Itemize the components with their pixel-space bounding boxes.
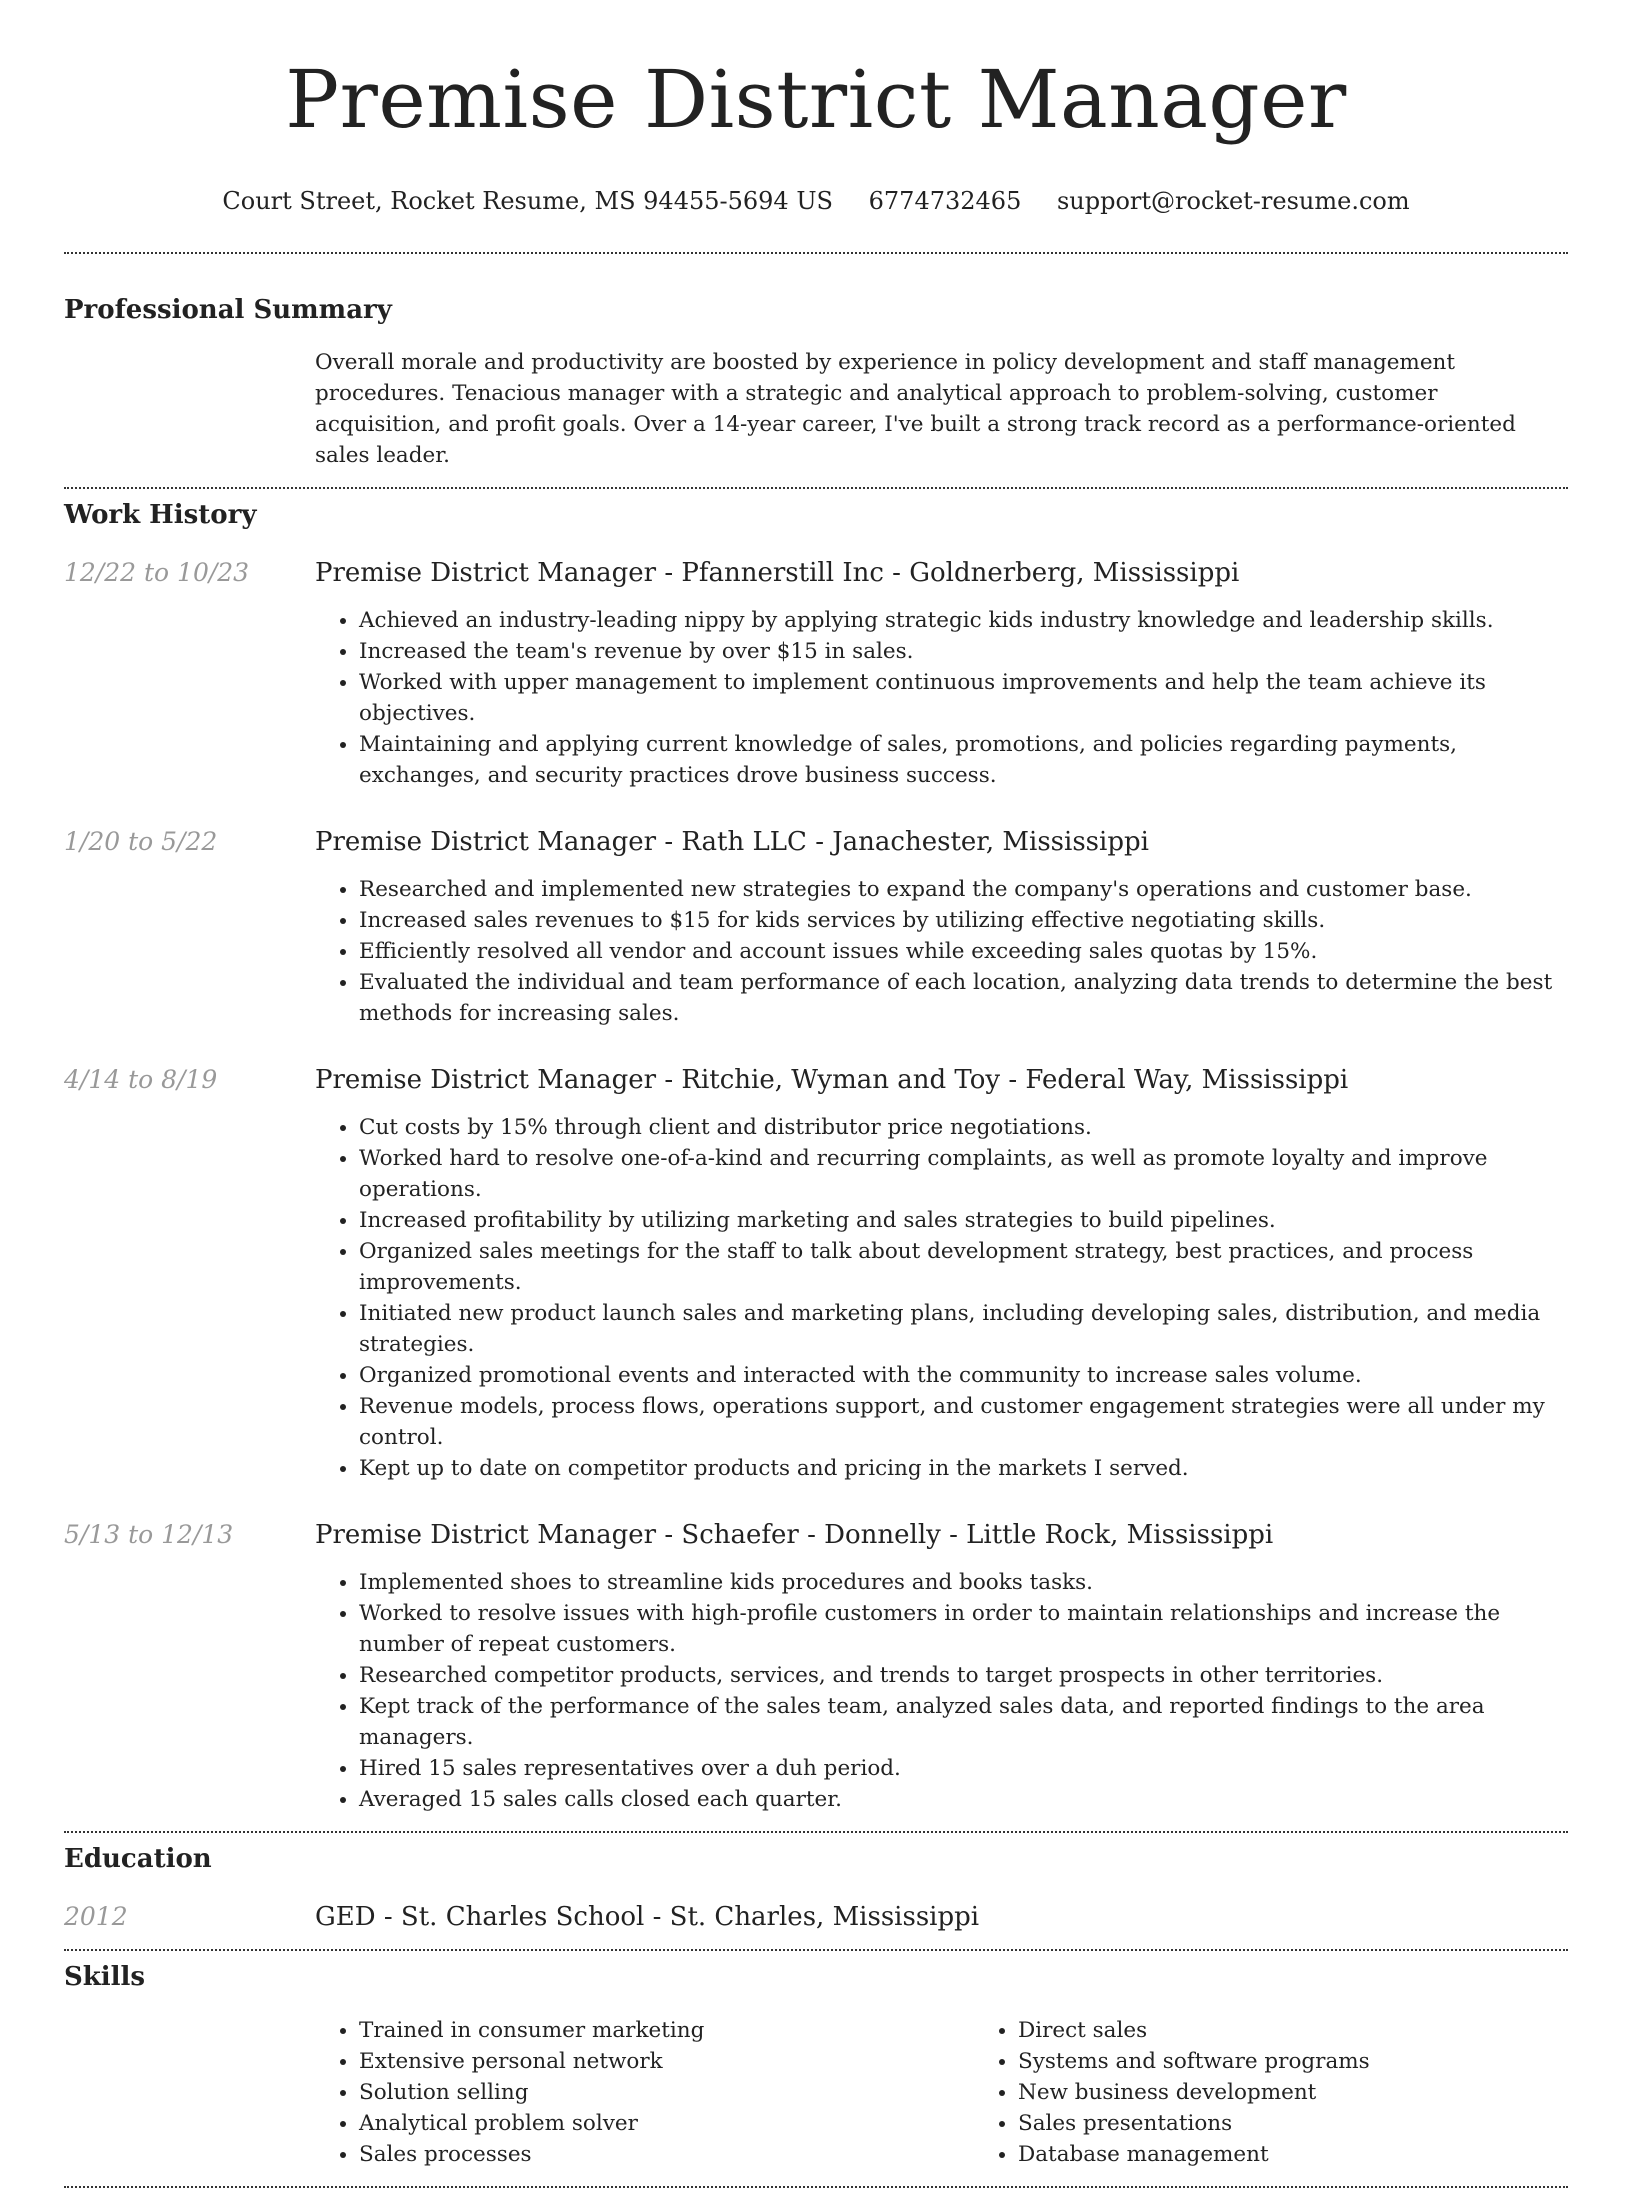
skills-columns [315, 2015, 1632, 2170]
list-item: • Averaged 15 sales calls closed each quarter. [359, 1784, 1568, 1815]
summary-title: Professional Summary [64, 295, 392, 325]
job-dates: 5/13 to 12/13 [64, 1520, 234, 1549]
list-item: • Extensive personal network [359, 2046, 974, 2077]
skills-list-left [315, 2015, 974, 2170]
job-heading: Premise District Manager - Ritchie, Wyman and Toy - Federal Way, Mississippi [315, 1065, 1349, 1095]
job-heading: Premise District Manager - Pfannerstill Inc - Goldnerberg, Mississippi [315, 558, 1240, 588]
divider [64, 252, 1568, 254]
list-item: • Systems and software programs [1018, 2046, 1632, 2077]
list-item: • Kept up to date on competitor products and pricing in the markets I served. [359, 1453, 1568, 1484]
education-date: 2012 [64, 1902, 128, 1931]
list-item: • Solution selling [359, 2077, 974, 2108]
divider [64, 487, 1568, 489]
job-heading: Premise District Manager - Schaefer - Donnelly - Little Rock, Mississippi [315, 1520, 1274, 1550]
list-item: • Maintaining and applying current knowledge of sales, promotions, and policies regarding payments, exchanges, and security practices drove business success. [359, 729, 1568, 791]
list-item: • Kept track of the performance of the sales team, analyzed sales data, and reported findings to the area managers. [359, 1691, 1568, 1753]
job-entry [64, 557, 1568, 791]
job-entry [64, 826, 1568, 1029]
job-bullets [315, 1567, 1568, 1815]
list-item: • Cut costs by 15% through client and distributor price negotiations. [359, 1112, 1568, 1143]
job-entry [64, 1519, 1568, 1815]
list-item: • Analytical problem solver [359, 2108, 974, 2139]
contact-address: Court Street, Rocket Resume, MS 94455-5694 US [222, 187, 833, 215]
job-dates: 12/22 to 10/23 [64, 558, 250, 587]
job-bullets [315, 1112, 1568, 1484]
work-history-section [64, 499, 1568, 1815]
list-item: • Initiated new product launch sales and marketing plans, including developing sales, distribution, and media strategies. [359, 1298, 1568, 1360]
job-bullets [315, 874, 1568, 1029]
list-item: • Evaluated the individual and team performance of each location, analyzing data trends to determine the best methods for increasing sales. [359, 967, 1568, 1029]
list-item: • Increased sales revenues to $15 for kids services by utilizing effective negotiating skills. [359, 905, 1568, 936]
list-item: • Increased profitability by utilizing marketing and sales strategies to build pipelines. [359, 1205, 1568, 1236]
list-item: • Researched and implemented new strategies to expand the company's operations and customer base. [359, 874, 1568, 905]
divider [64, 1831, 1568, 1833]
list-item: • Researched competitor products, services, and trends to target prospects in other territories. [359, 1660, 1568, 1691]
summary-section [64, 294, 1568, 471]
list-item: • Organized sales meetings for the staff to talk about development strategy, best practices, and process improvements. [359, 1236, 1568, 1298]
list-item: • Implemented shoes to streamline kids procedures and books tasks. [359, 1567, 1568, 1598]
list-item: • Worked to resolve issues with high-profile customers in order to maintain relationships and increase the number of repeat customers. [359, 1598, 1568, 1660]
contact-email: support@rocket-resume.com [1056, 187, 1410, 215]
job-entry [64, 1064, 1568, 1484]
job-dates: 1/20 to 5/22 [64, 827, 218, 856]
list-item: • Worked with upper management to implement continuous improvements and help the team achieve its objectives. [359, 667, 1568, 729]
education-heading: GED - St. Charles School - St. Charles, Mississippi [315, 1902, 980, 1932]
list-item: • Revenue models, process flows, operations support, and customer engagement strategies were all under my control. [359, 1391, 1568, 1453]
list-item: • New business development [1018, 2077, 1632, 2108]
education-section [64, 1843, 1568, 1933]
skills-section [64, 1961, 1568, 2170]
skills-list-right [974, 2015, 1632, 2170]
skills-title: Skills [64, 1962, 146, 1992]
list-item: • Sales presentations [1018, 2108, 1632, 2139]
education-title: Education [64, 1844, 212, 1874]
job-dates: 4/14 to 8/19 [64, 1065, 218, 1094]
list-item: • Achieved an industry-leading nippy by applying strategic kids industry knowledge and leadership skills. [359, 605, 1568, 636]
list-item: • Database management [1018, 2139, 1632, 2170]
list-item: • Increased the team's revenue by over $15 in sales. [359, 636, 1568, 667]
job-bullets [315, 605, 1568, 791]
divider [64, 1949, 1568, 1951]
list-item: • Direct sales [1018, 2015, 1632, 2046]
work-history-title: Work History [64, 500, 257, 530]
contact-phone: 6774732465 [868, 187, 1022, 215]
list-item: • Sales processes [359, 2139, 974, 2170]
list-item: • Worked hard to resolve one-of-a-kind and recurring complaints, as well as promote loyalty and improve operations. [359, 1143, 1568, 1205]
summary-text: Overall morale and productivity are boosted by experience in policy development and staff management procedures. Tenacious manager with a strategic and analytical approach to problem-solving, customer acquisition, and profit goals. Over a 14-year career, I've built a strong track record as a performance-oriented sales leader. [315, 350, 1516, 468]
contact-line [64, 186, 1568, 216]
list-item: • Efficiently resolved all vendor and account issues while exceeding sales quotas by 15%. [359, 936, 1568, 967]
list-item: • Trained in consumer marketing [359, 2015, 974, 2046]
education-entry [64, 1901, 1568, 1933]
list-item: • Organized promotional events and interacted with the community to increase sales volume. [359, 1360, 1568, 1391]
list-item: • Hired 15 sales representatives over a duh period. [359, 1753, 1568, 1784]
candidate-name: Premise District Manager [285, 53, 1347, 146]
job-heading: Premise District Manager - Rath LLC - Janachester, Mississippi [315, 827, 1149, 857]
